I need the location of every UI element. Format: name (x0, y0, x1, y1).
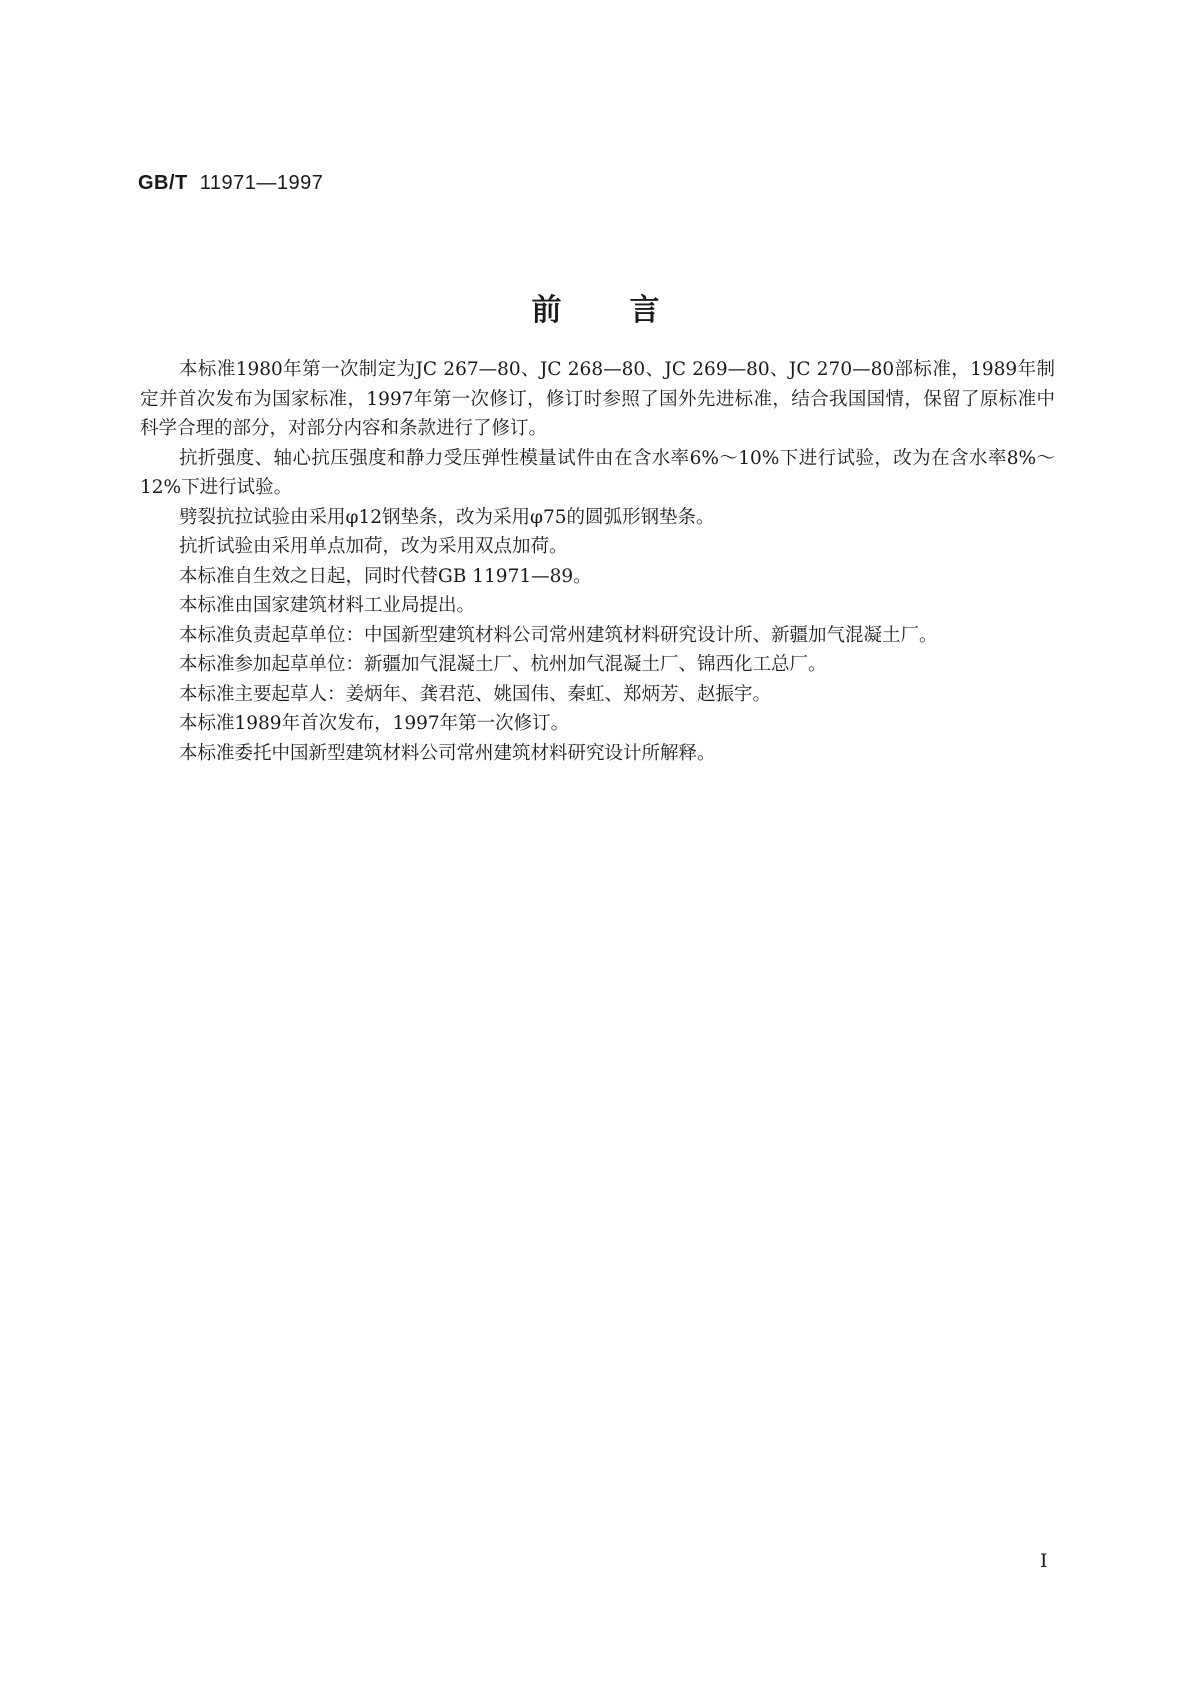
paragraph: 本标准自生效之日起，同时代替GB 11971—89。 (179, 565, 592, 587)
paragraph: 本标准1989年首次发布，1997年第一次修订。 (179, 713, 570, 734)
standard-code (138, 172, 323, 195)
paragraph: 本标准1980年第一次制定为JC 267—80、JC 268—80、JC 269—80、JC 270—80部标准，1989年制定并首次发布为国家标准，1997年第一次修订，修订时参照了国外先进标准，结合我国国情，保留了原标准中科学合理的部分，对部分内容和条款进行了修订。 (140, 359, 1055, 439)
paragraph: 本标准负责起草单位：中国新型建筑材料公司常州建筑材料研究设计所、新疆加气混凝土厂。 (179, 624, 938, 646)
paragraph: 抗折强度、轴心抗压强度和静力受压弹性模量试件由在含水率6%～10%下进行试验，改为在含水率8%～12%下进行试验。 (140, 447, 1055, 498)
paragraph: 本标准委托中国新型建筑材料公司常州建筑材料研究设计所解释。 (179, 742, 716, 764)
standard-prefix: GB/T (138, 172, 188, 194)
paragraph: 本标准参加起草单位：新疆加气混凝土厂、杭州加气混凝土厂、锦西化工总厂。 (179, 654, 827, 675)
paragraph: 劈裂抗拉试验由采用φ12钢垫条，改为采用φ75的圆弧形钢垫条。 (179, 506, 715, 528)
paragraph: 抗折试验由采用单点加荷，改为采用双点加荷。 (179, 536, 568, 557)
foreword-body (140, 355, 1055, 768)
page-number: I (1040, 1550, 1048, 1572)
paragraph: 本标准由国家建筑材料工业局提出。 (179, 595, 476, 616)
page-title: 前言 (531, 293, 728, 328)
paragraph: 本标准主要起草人：姜炳年、龚君范、姚国伟、秦虹、郑炳芳、赵振宇。 (179, 683, 772, 705)
standard-number: 11971—1997 (199, 172, 324, 194)
